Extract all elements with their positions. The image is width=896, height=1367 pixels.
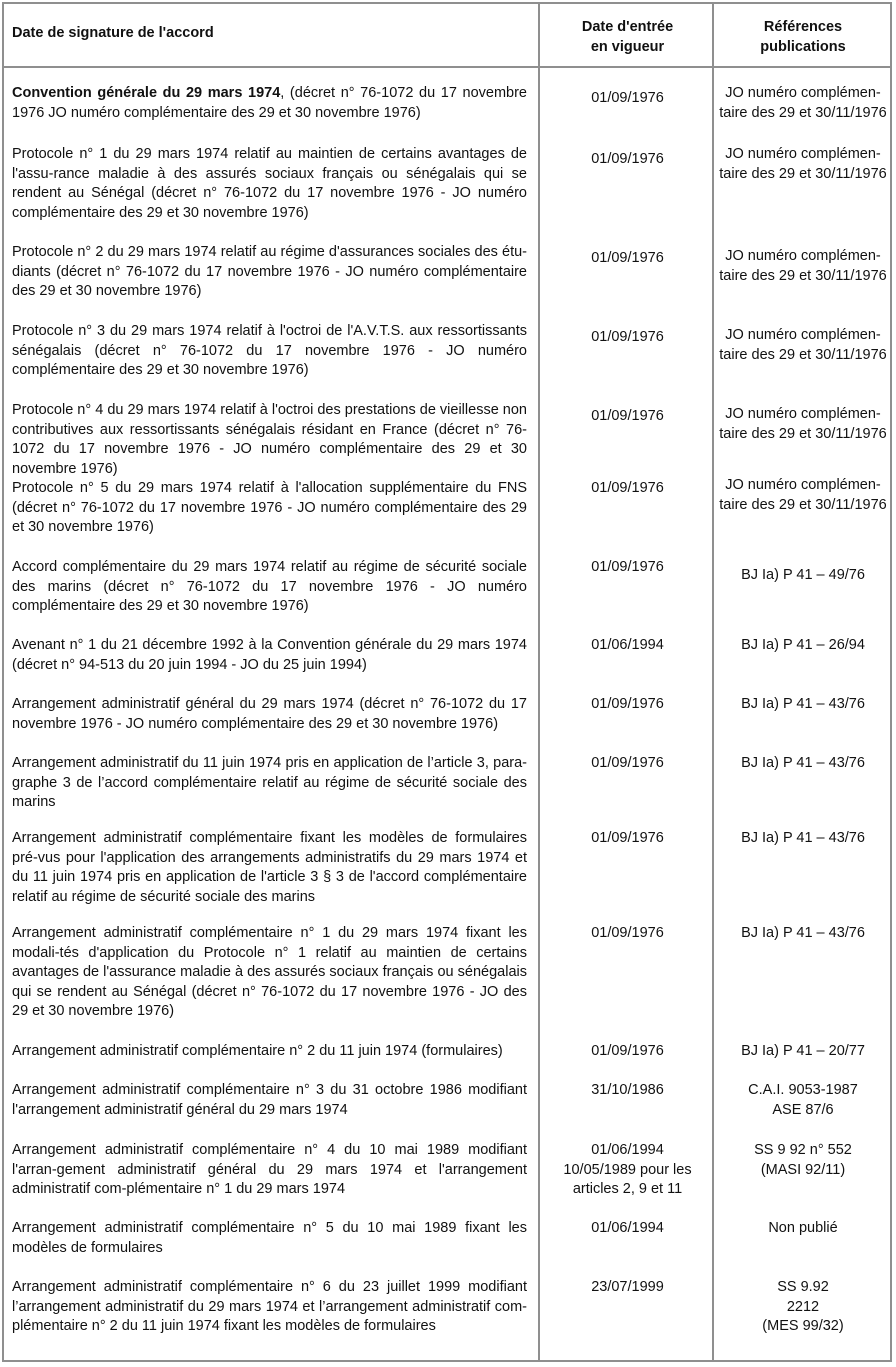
row-description: Arrangement administratif complémentaire n° 5 du 10 mai 1989 fixant les modèles de formulaires	[12, 1220, 527, 1256]
row-reference: JO numéro complémen- taire des 29 et 30/11/1976	[719, 85, 887, 121]
row-reference: C.A.I. 9053-1987 ASE 87/6	[748, 1082, 858, 1118]
row-reference: BJ Ia) P 41 – 26/94	[741, 637, 865, 653]
row-description: Protocole n° 2 du 29 mars 1974 relatif au régime d'assurances sociales des étu-diants (décret n° 76-1072 du 17 novembre 1976 - JO numéro complémentaire des 29 et 30 novembre 1976)	[12, 244, 527, 299]
row-effective-date: 01/09/1976	[591, 925, 664, 941]
row-effective-date: 01/09/1976	[591, 830, 664, 846]
row-effective-date: 01/09/1976	[591, 329, 664, 345]
row-effective-date: 01/09/1976	[591, 250, 664, 266]
header-publication-refs: Références publications	[760, 19, 846, 55]
header-signature-date: Date de signature de l'accord	[12, 25, 214, 41]
row-reference: Non publié	[768, 1220, 838, 1236]
row-reference: SS 9.92 2212 (MES 99/32)	[762, 1279, 844, 1334]
row-effective-date: 01/09/1976	[591, 1043, 664, 1059]
row-effective-date: 01/06/1994 10/05/1989 pour les articles 2, 9 et 11	[563, 1142, 692, 1197]
row-effective-date: 01/09/1976	[591, 696, 664, 712]
row-description: Arrangement administratif complémentaire n° 4 du 10 mai 1989 modifiant l'arran-gement administratif général du 29 mars 1974 et l'arrangement administratif com-plémentaire n° 1 du 29 mars 1974	[12, 1142, 527, 1197]
column-divider	[712, 2, 714, 1362]
row-reference: SS 9 92 n° 552 (MASI 92/11)	[754, 1142, 852, 1178]
row-reference: BJ Ia) P 41 – 43/76	[741, 925, 865, 941]
row-reference: BJ Ia) P 41 – 43/76	[741, 755, 865, 771]
row-description: Arrangement administratif du 11 juin 1974 pris en application de l’article 3, para-graphe 3 de l’accord complémentaire relatif au régime de sécurité sociale des marins	[12, 755, 527, 810]
row-effective-date: 01/06/1994	[591, 1220, 664, 1236]
row-effective-date: 23/07/1999	[591, 1279, 664, 1295]
row-effective-date: 31/10/1986	[591, 1082, 664, 1098]
row-effective-date: 01/09/1976	[591, 151, 664, 167]
header-effective-date: Date d'entrée en vigueur	[581, 19, 674, 55]
row-reference: JO numéro complémen- taire des 29 et 30/11/1976	[719, 248, 887, 284]
column-divider	[538, 2, 540, 1362]
row-reference: BJ Ia) P 41 – 20/77	[741, 1043, 865, 1059]
row-reference: BJ Ia) P 41 – 49/76	[741, 567, 865, 583]
row-description: Arrangement administratif général du 29 mars 1974 (décret n° 76-1072 du 17 novembre 1976 - JO numéro complémentaire des 29 et 30 novembre 1976)	[12, 696, 527, 732]
row-reference: JO numéro complémen- taire des 29 et 30/11/1976	[719, 406, 887, 442]
row-description: Arrangement administratif complémentaire fixant les modèles de formulaires pré-vus pour l'application des arrangements administratifs du 29 mars 1974 et du 11 juin 1974 pris en application de l'article 3 § 3 de l'accord complémentaire relatif au régime de sécurité sociale des marins	[12, 830, 527, 905]
row-effective-date: 01/09/1976	[591, 90, 664, 106]
row-reference: JO numéro complémen- taire des 29 et 30/11/1976	[719, 327, 887, 363]
row-description: Accord complémentaire du 29 mars 1974 relatif au régime de sécurité sociale des marins (décret n° 76-1072 du 17 novembre 1976 - JO numéro complémentaire des 29 et 30 novembre 1976)	[12, 559, 527, 614]
row-reference: BJ Ia) P 41 – 43/76	[741, 830, 865, 846]
row-description: Arrangement administratif complémentaire n° 1 du 29 mars 1974 fixant les modali-tés d'application du Protocole n° 1 relatif au maintien de certains avantages de l'assurance maladie à des assurés sociaux français ou sénégalais qui se rendent au Sénégal (décret n° 76-1072 du 17 novembre 1976 - JO des 29 et 30 novembre 1976)	[12, 925, 527, 1019]
row-description: Convention générale du 29 mars 1974, (décret n° 76-1072 du 17 novembre 1976 JO numéro complémentaire des 29 et 30 novembre 1976)	[12, 85, 528, 121]
row-effective-date: 01/09/1976	[591, 480, 664, 496]
row-description: Protocole n° 5 du 29 mars 1974 relatif à l'allocation supplémentaire du FNS (décret n° 76-1072 du 17 novembre 1976 - JO numéro complémentaire des 29 et 30 novembre 1976)	[12, 480, 527, 535]
row-reference: JO numéro complémen- taire des 29 et 30/11/1976	[719, 477, 887, 513]
row-reference: JO numéro complémen- taire des 29 et 30/11/1976	[719, 146, 887, 182]
header-divider	[2, 66, 892, 68]
row-description: Arrangement administratif complémentaire n° 3 du 31 octobre 1986 modifiant l'arrangement administratif général du 29 mars 1974	[12, 1082, 527, 1118]
row-reference: BJ Ia) P 41 – 43/76	[741, 696, 865, 712]
row-effective-date: 01/06/1994	[591, 637, 664, 653]
row-effective-date: 01/09/1976	[591, 559, 664, 575]
row-description: Protocole n° 3 du 29 mars 1974 relatif à l'octroi de l'A.V.T.S. aux ressortissants sénégalais (décret n° 76-1072 du 17 novembre 1976 - JO numéro complémentaire des 29 et 30 novembre 1976)	[12, 323, 527, 378]
row-effective-date: 01/09/1976	[591, 755, 664, 771]
row-description: Arrangement administratif complémentaire n° 2 du 11 juin 1974 (formulaires)	[12, 1043, 503, 1059]
row-description: Arrangement administratif complémentaire n° 6 du 23 juillet 1999 modifiant l’arrangement administratif du 29 mars 1974 et l’arrangement administratif com-plémentaire n° 2 du 11 juin 1974 fixant les modèles de formulaires	[12, 1279, 527, 1334]
row-effective-date: 01/09/1976	[591, 408, 664, 424]
row-description: Protocole n° 4 du 29 mars 1974 relatif à l'octroi des prestations de vieillesse non contributives aux ressortissants sénégalais résidant en France (décret n° 76-1072 du 17 novembre 1976 - JO numéro complémentaire des 29 et 30 novembre 1976)	[12, 402, 527, 477]
row-description: Protocole n° 1 du 29 mars 1974 relatif au maintien de certains avantages de l'assu-rance maladie à des assurés sociaux français ou sénégalais qui se rendent au Sénégal (décret n° 76-1072 du 17 novembre 1976 - JO numéro complémentaire des 29 et 30 novembre 1976)	[12, 146, 527, 221]
row-description: Avenant n° 1 du 21 décembre 1992 à la Convention générale du 29 mars 1974 (décret n° 94-513 du 20 juin 1994 - JO du 25 juin 1994)	[12, 637, 527, 673]
